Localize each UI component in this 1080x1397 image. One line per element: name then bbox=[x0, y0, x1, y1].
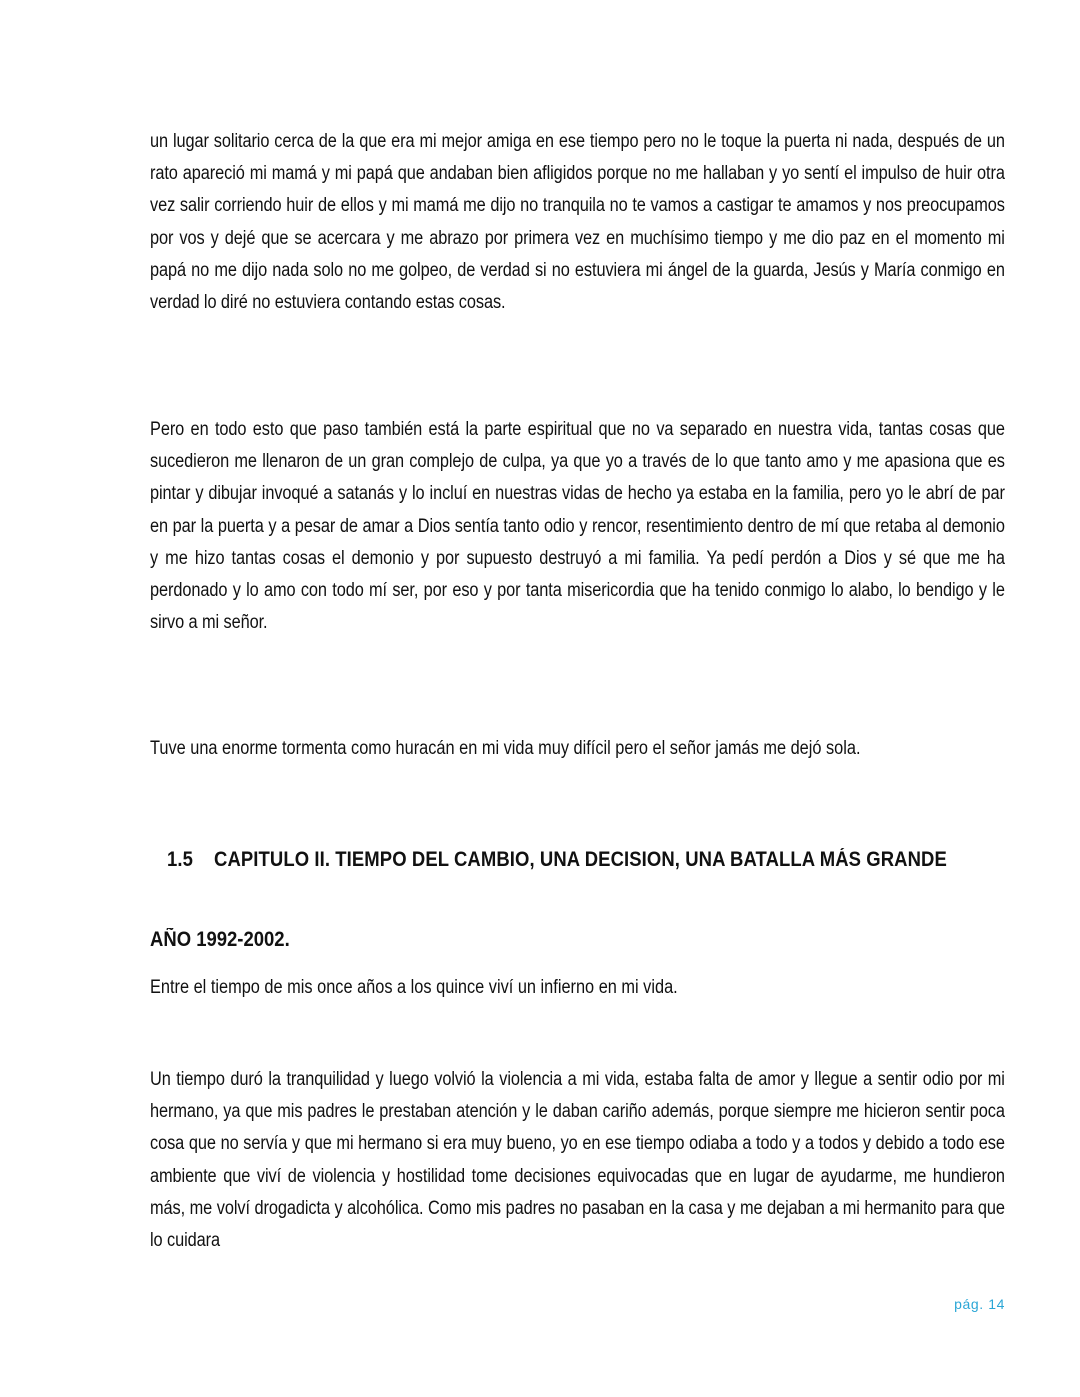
page-number: pág. 14 bbox=[954, 1296, 1005, 1312]
chapter-heading bbox=[167, 848, 947, 872]
body-paragraph: Tuve una enorme tormenta como huracán en mi vida muy difícil pero el señor jamás me dejó sola. bbox=[150, 738, 861, 759]
year-subheading: AÑO 1992-2002. bbox=[150, 928, 290, 951]
heading-number: 1.5 bbox=[167, 848, 193, 871]
body-paragraph: Pero en todo esto que paso también está la parte espiritual que no va separado en nuestra vida, tantas cosas que sucedieron me llenaron de un gran complejo de culpa, ya que yo a través de lo que tanto amo y me apasiona que es pintar y dibujar invoqué a satanás y lo incluí en nuestras vidas de hecho ya estaba en la familia, pero yo le abrí de par en par la puerta y a pesar de amar a Dios sentía tanto odio y rencor, resentimiento dentro de mí que retaba al demonio y me hizo tantas cosas el demonio y por supuesto destruyó a mi familia. Ya pedí perdón a Dios y sé que me ha perdonado y lo amo con todo mí ser, por eso y por tanta misericordia que ha tenido conmigo lo alabo, lo bendigo y le sirvo a mi señor. bbox=[150, 419, 1005, 634]
body-paragraph: Entre el tiempo de mis once años a los quince viví un infierno en mi vida. bbox=[150, 977, 678, 998]
body-paragraph: un lugar solitario cerca de la que era mi mejor amiga en ese tiempo pero no le toque la puerta ni nada, después de un rato apareció mi mamá y mi papá que andaban bien afligidos porque no me hallaban y yo sentí el impulso de huir otra vez salir corriendo huir de ellos y mi mamá me dijo no tranquila no te vamos a castigar te amamos y nos preocupamos por vos y dejé que se acercara y me abrazo por primera vez en muchísimo tiempo y me dio paz en el momento mi papá no me dijo nada solo no me golpeo, de verdad si no estuviera mi ángel de la guarda, Jesús y María conmigo en verdad lo diré no estuviera contando estas cosas. bbox=[150, 131, 1005, 314]
body-paragraph: Un tiempo duró la tranquilidad y luego volvió la violencia a mi vida, estaba falta de amor y llegue a sentir odio por mi hermano, ya que mis padres le prestaban atención y le daban cariño además, porque siempre me hicieron sentir poca cosa que no servía y que mi hermano si era muy bueno, yo en ese tiempo odiaba a todo y a todos y debido a todo ese ambiente que viví de violencia y hostilidad tome decisiones equivocadas que en lugar de ayudarme, me hundieron más, me volví drogadicta y alcohólica. Como mis padres no pasaban en la casa y me dejaban a mi hermanito para que lo cuidara bbox=[150, 1069, 1005, 1252]
heading-title: CAPITULO II. TIEMPO DEL CAMBIO, UNA DECISION, UNA BATALLA MÁS GRANDE bbox=[214, 848, 947, 871]
